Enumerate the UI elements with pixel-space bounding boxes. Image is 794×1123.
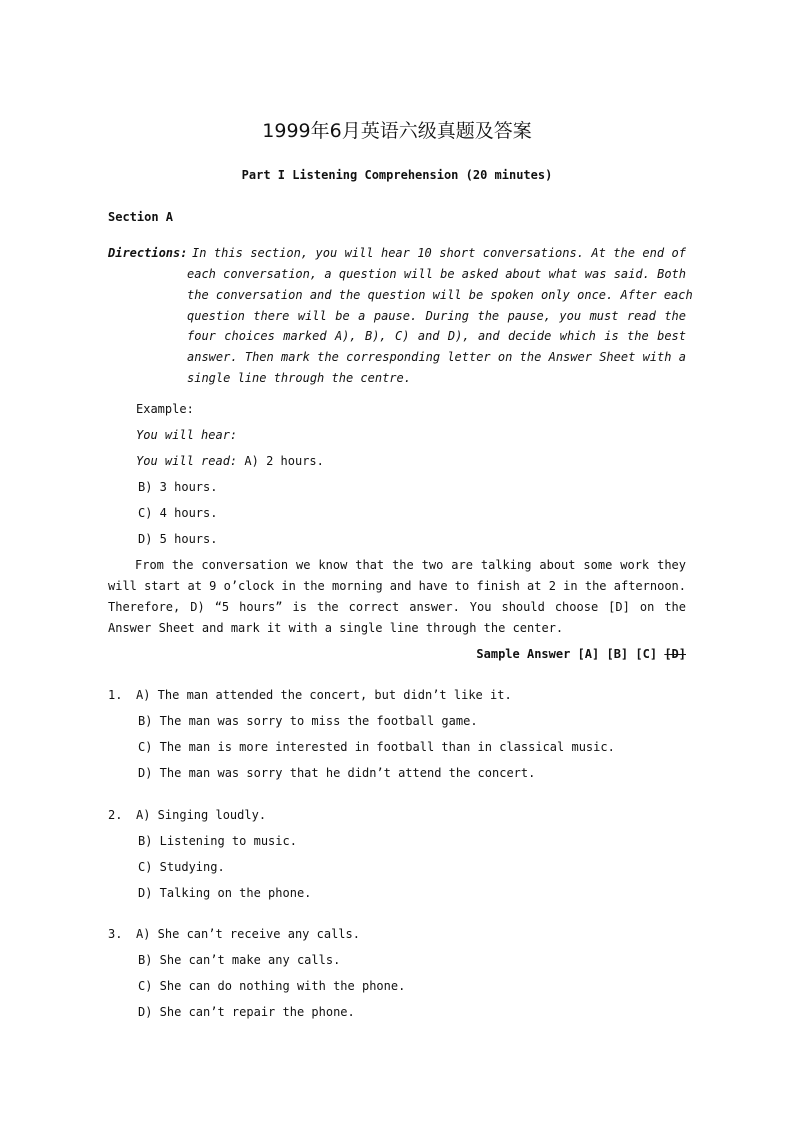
question-number: 1. [108, 688, 123, 702]
section-heading: Section A [108, 210, 174, 224]
question-option: C) Studying. [138, 860, 225, 874]
question-option: C) She can do nothing with the phone. [138, 979, 406, 993]
question-option: D) She can’t repair the phone. [138, 1005, 355, 1019]
sample-answer-choice: [A] [577, 647, 600, 661]
example-explanation-line: Therefore, D) “5 hours” is the correct answer. You should choose [D] on the [108, 600, 686, 614]
directions-line: four choices marked A), B), C) and D), and decide which is the best [187, 329, 686, 343]
question-option: D) Talking on the phone. [138, 886, 312, 900]
question-number: 2. [108, 808, 123, 822]
sample-answer-choice: [C] [635, 647, 658, 661]
question-option: A) She can’t receive any calls. [136, 927, 360, 941]
sample-answer [476, 647, 686, 661]
document-title: 1999年6月英语六级真题及答案 [262, 120, 532, 142]
directions-line: In this section, you will hear 10 short conversations. At the end of [192, 246, 686, 260]
part-heading: Part I Listening Comprehension (20 minutes) [241, 168, 553, 182]
sample-answer-label: Sample Answer [476, 647, 571, 661]
question-option: D) The man was sorry that he didn’t attend the concert. [138, 766, 536, 780]
directions-label: Directions: [108, 246, 188, 260]
example-option: B) 3 hours. [138, 480, 218, 494]
example-explanation-line: will start at 9 o’clock in the morning and have to finish at 2 in the afternoon. [108, 579, 686, 593]
you-will-hear-label: You will hear: [136, 428, 238, 442]
directions-line: question there will be a pause. During the pause, you must read the [187, 309, 686, 323]
question-option: B) Listening to music. [138, 834, 297, 848]
question-option: B) She can’t make any calls. [138, 953, 341, 967]
question-number: 3. [108, 927, 123, 941]
sample-answer-marked-choice: [D] [664, 647, 686, 661]
example-explanation-line: Answer Sheet and mark it with a single line through the center. [108, 621, 564, 635]
example-explanation-line: From the conversation we know that the two are talking about some work they [135, 558, 686, 572]
question-option: B) The man was sorry to miss the football game. [138, 714, 478, 728]
directions-line: each conversation, a question will be asked about what was said. Both [187, 267, 686, 281]
you-will-read-row [136, 454, 324, 468]
sample-answer-choice: [B] [606, 647, 629, 661]
question-option: C) The man is more interested in football than in classical music. [138, 740, 615, 754]
directions-line: the conversation and the question will be spoken only once. After each [187, 288, 693, 302]
example-option: D) 5 hours. [138, 532, 218, 546]
you-will-read-label: You will read: [136, 454, 238, 468]
example-option: C) 4 hours. [138, 506, 218, 520]
directions-line: answer. Then mark the corresponding letter on the Answer Sheet with a [187, 350, 686, 364]
question-option: A) The man attended the concert, but didn’t like it. [136, 688, 512, 702]
directions-line: single line through the centre. [187, 371, 411, 385]
example-label: Example: [136, 402, 194, 416]
example-option: A) 2 hours. [244, 454, 324, 468]
question-option: A) Singing loudly. [136, 808, 267, 822]
